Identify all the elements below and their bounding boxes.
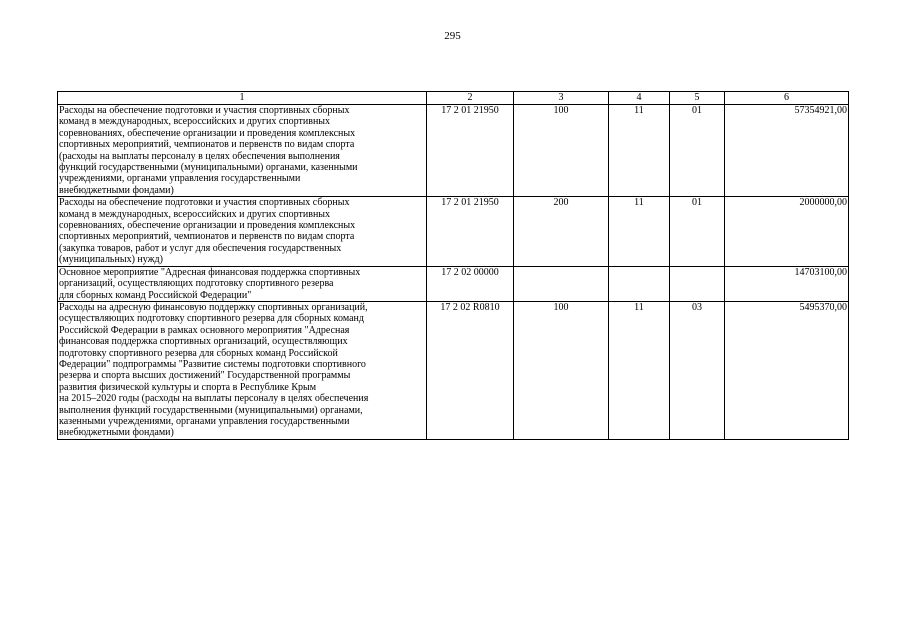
budget-table (57, 91, 849, 440)
row-expense-type: 100 (514, 105, 609, 197)
page-number: 295 (444, 30, 461, 42)
row-description (58, 266, 427, 301)
row-section: 11 (609, 301, 670, 439)
description-line: соревнованиях, обеспечение организации и проведения комплексных (59, 127, 356, 139)
row-subsection: 01 (670, 197, 725, 266)
description-line: учреждениями, органами управления государственными (59, 173, 301, 185)
description-line: развития физической культуры и спорта в Республике Крым (59, 381, 317, 393)
row-subsection: 01 (670, 105, 725, 197)
table-row (58, 197, 849, 266)
row-description (58, 105, 427, 197)
description-line: команд в международных, всероссийских и других спортивных (59, 208, 331, 220)
header-col-4: 4 (609, 92, 670, 105)
row-expense-type: 200 (514, 197, 609, 266)
row-amount: 14703100,00 (725, 266, 849, 301)
description-line: казенными учреждениями, органами управления государственными (59, 415, 350, 427)
row-description (58, 197, 427, 266)
row-amount: 2000000,00 (725, 197, 849, 266)
row-code: 17 2 02 00000 (427, 266, 514, 301)
row-section: 11 (609, 197, 670, 266)
header-col-6: 6 (725, 92, 849, 105)
description-line: внебюджетными фондами) (59, 184, 174, 196)
description-line: выполнения функций государственными (муниципальными) органами, (59, 404, 363, 416)
table-row (58, 301, 849, 439)
description-line: функций государственными (муниципальными) органами, казенными (59, 162, 358, 174)
description-line: (закупка товаров, работ и услуг для обеспечения государственных (59, 242, 342, 254)
header-col-2: 2 (427, 92, 514, 105)
description-line: финансовая поддержка спортивных организаций, осуществляющих (59, 336, 348, 348)
description-line: (муниципальных) нужд) (59, 254, 163, 266)
description-line: команд в международных, всероссийских и других спортивных (59, 116, 331, 128)
row-expense-type: 100 (514, 301, 609, 439)
row-subsection (670, 266, 725, 301)
description-line: осуществляющих подготовку спортивного резерва для сборных команд (59, 313, 364, 325)
description-line: резерва и спорта высших достижений" Государственной программы (59, 370, 351, 382)
description-line: Расходы на обеспечение подготовки и участия спортивных сборных (59, 197, 350, 209)
description-line: внебюджетными фондами) (59, 427, 174, 439)
description-line: для сборных команд Российской Федерации" (59, 289, 252, 301)
description-line: Расходы на адресную финансовую поддержку спортивных организаций, (59, 301, 368, 313)
row-amount: 57354921,00 (725, 105, 849, 197)
header-col-1: 1 (58, 92, 427, 105)
description-line: подготовку спортивного резерва для сборных команд Российской (59, 347, 338, 359)
description-line: спортивных мероприятий, чемпионатов и первенств по видам спорта (59, 139, 355, 151)
description-line: на 2015–2020 годы (расходы на выплаты персоналу в целях обеспечения (59, 393, 369, 405)
table-row (58, 266, 849, 301)
table-row (58, 105, 849, 197)
header-row (58, 92, 849, 105)
description-line: спортивных мероприятий, чемпионатов и первенств по видам спорта (59, 231, 355, 243)
header-col-3: 3 (514, 92, 609, 105)
description-line: Российской Федерации в рамках основного мероприятия "Адресная (59, 324, 350, 336)
description-line: Основное мероприятие "Адресная финансовая поддержка спортивных (59, 266, 361, 278)
header-col-5: 5 (670, 92, 725, 105)
row-subsection: 03 (670, 301, 725, 439)
row-code: 17 2 01 21950 (427, 197, 514, 266)
row-description (58, 301, 427, 439)
row-section (609, 266, 670, 301)
description-line: (расходы на выплаты персоналу в целях обеспечения выполнения (59, 150, 340, 162)
row-amount: 5495370,00 (725, 301, 849, 439)
row-expense-type (514, 266, 609, 301)
row-code: 17 2 01 21950 (427, 105, 514, 197)
description-line: Расходы на обеспечение подготовки и участия спортивных сборных (59, 105, 350, 116)
row-code: 17 2 02 R0810 (427, 301, 514, 439)
description-line: Федерации" подпрограммы "Развитие системы подготовки спортивного (59, 358, 366, 370)
description-line: организаций, осуществляющих подготовку спортивного резерва (59, 278, 334, 290)
row-section: 11 (609, 105, 670, 197)
description-line: соревнованиях, обеспечение организации и проведения комплексных (59, 220, 356, 232)
